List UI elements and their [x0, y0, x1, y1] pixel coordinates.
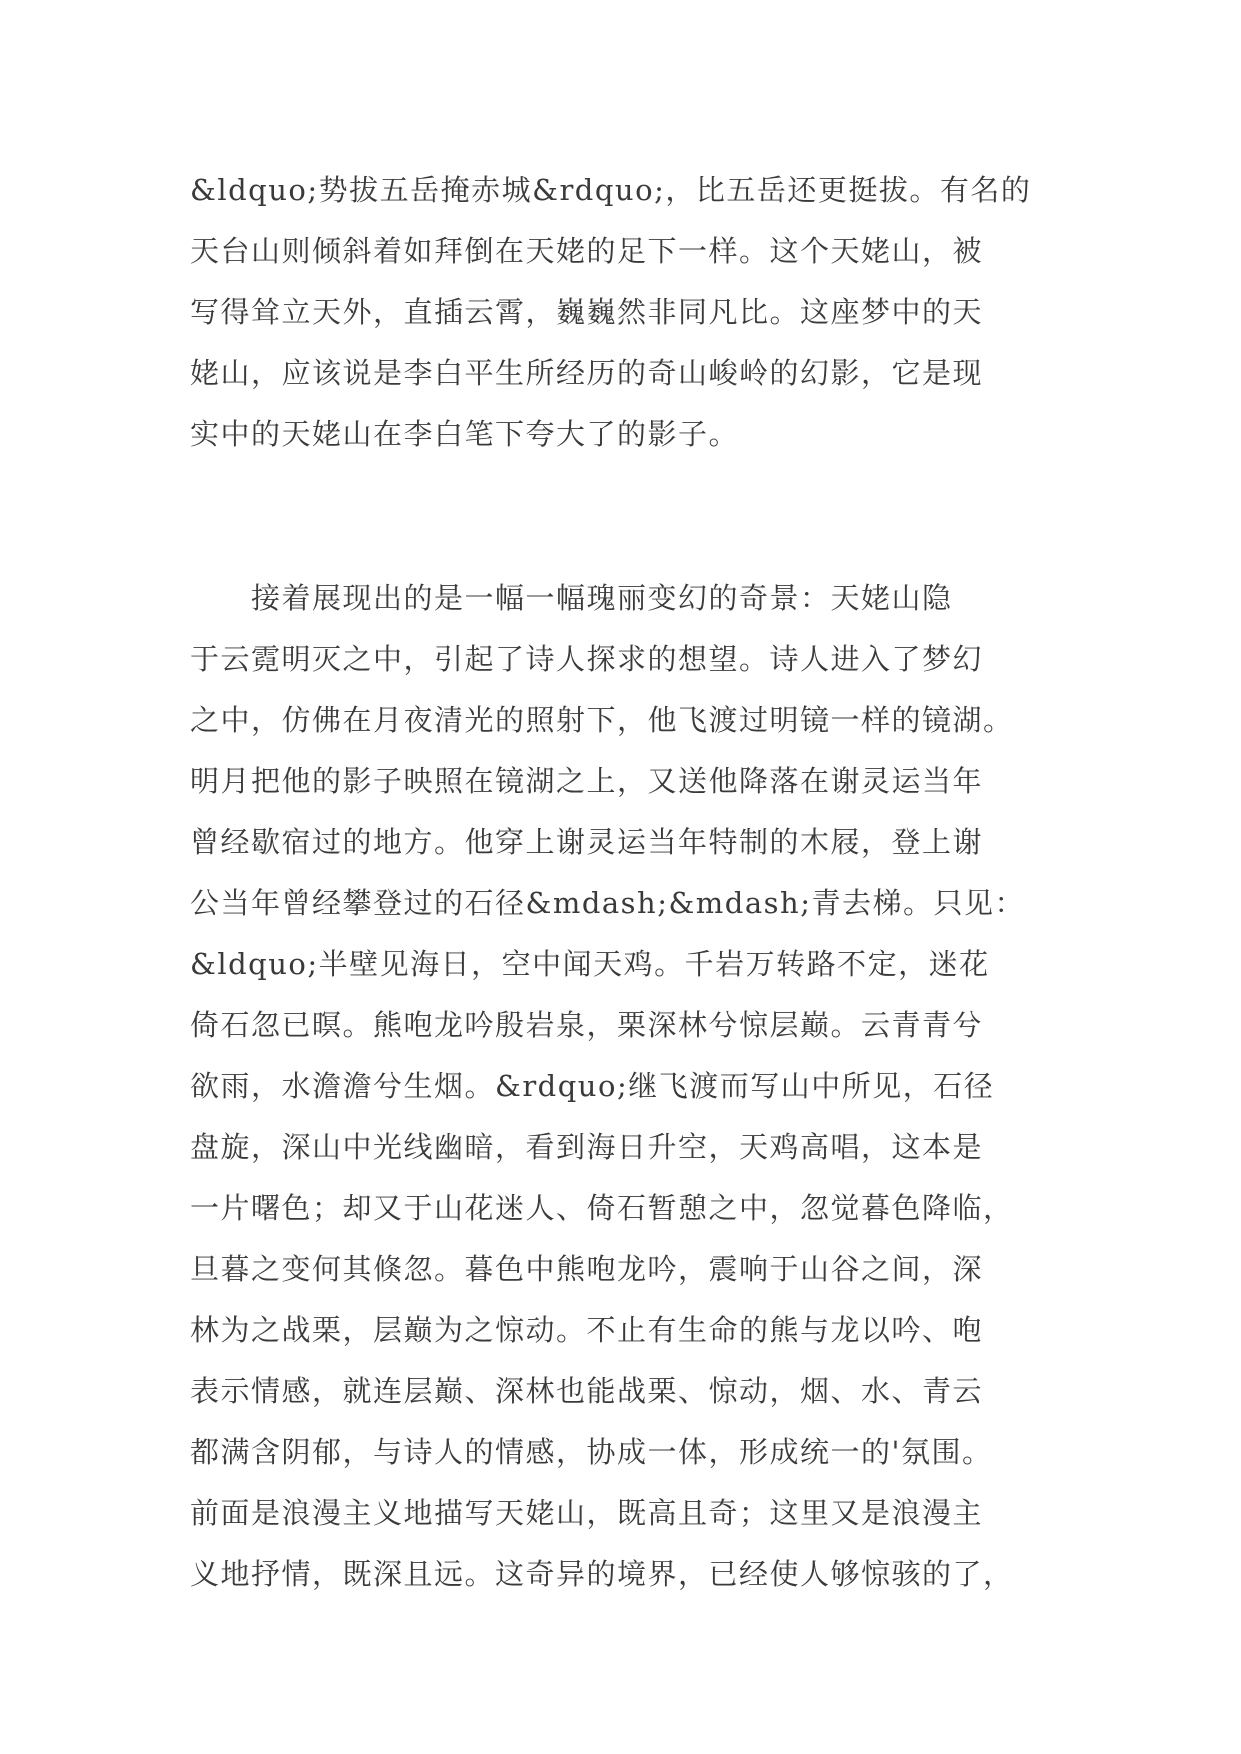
text-line: 曾经歇宿过的地方。他穿上谢灵运当年特制的木屐，登上谢 — [190, 825, 984, 859]
text-line: 盘旋，深山中光线幽暗，看到海日升空，天鸡高唱，这本是 — [190, 1130, 984, 1164]
text-line: 公当年曾经攀登过的石径&mdash;&mdash;青去梯。只见： — [190, 886, 1025, 920]
paragraph-1 — [190, 160, 1050, 465]
text-line: 林为之战栗，层巅为之惊动。不止有生命的熊与龙以吟、咆 — [190, 1313, 984, 1347]
text-line: 前面是浪漫主义地描写天姥山，既高且奇；这里又是浪漫主 — [190, 1496, 984, 1530]
text-line: 表示情感，就连层巅、深林也能战栗、惊动，烟、水、青云 — [190, 1374, 984, 1408]
text-line: &ldquo;势拔五岳掩赤城&rdquo;，比五岳还更挺拔。有名的 — [190, 173, 1032, 207]
text-line: 写得耸立天外，直插云霄，巍巍然非同凡比。这座梦中的天 — [190, 295, 984, 329]
text-line: 天台山则倾斜着如拜倒在天姥的足下一样。这个天姥山，被 — [190, 234, 984, 268]
text-line: &ldquo;半壁见海日，空中闻天鸡。千岩万转路不定，迷花 — [190, 947, 990, 981]
text-line: 欲雨，水澹澹兮生烟。&rdquo;继飞渡而写山中所见，石径 — [190, 1069, 995, 1103]
text-line: 倚石忽已暝。熊咆龙吟殷岩泉，栗深林兮惊层巅。云青青兮 — [190, 1008, 984, 1042]
text-line: 明月把他的影子映照在镜湖之上，又送他降落在谢灵运当年 — [190, 764, 984, 798]
text-line: 实中的天姥山在李白笔下夸大了的影子。 — [190, 417, 740, 451]
text-line: 接着展现出的是一幅一幅瑰丽变幻的奇景：天姥山隐 — [190, 581, 953, 615]
text-line: 都满含阴郁，与诗人的情感，协成一体，形成统一的'氛围。 — [190, 1435, 993, 1469]
paragraph-2 — [190, 568, 1050, 1605]
text-line: 义地抒情，既深且远。这奇异的境界，已经使人够惊骇的了， — [190, 1557, 1014, 1591]
text-line: 一片曙色；却又于山花迷人、倚石暂憩之中，忽觉暮色降临， — [190, 1191, 1014, 1225]
text-line: 姥山，应该说是李白平生所经历的奇山峻岭的幻影，它是现 — [190, 356, 984, 390]
text-line: 旦暮之变何其倏忽。暮色中熊咆龙吟，震响于山谷之间，深 — [190, 1252, 984, 1286]
text-line: 之中，仿佛在月夜清光的照射下，他飞渡过明镜一样的镜湖。 — [190, 703, 1014, 737]
text-line: 于云霓明灭之中，引起了诗人探求的想望。诗人进入了梦幻 — [190, 642, 984, 676]
